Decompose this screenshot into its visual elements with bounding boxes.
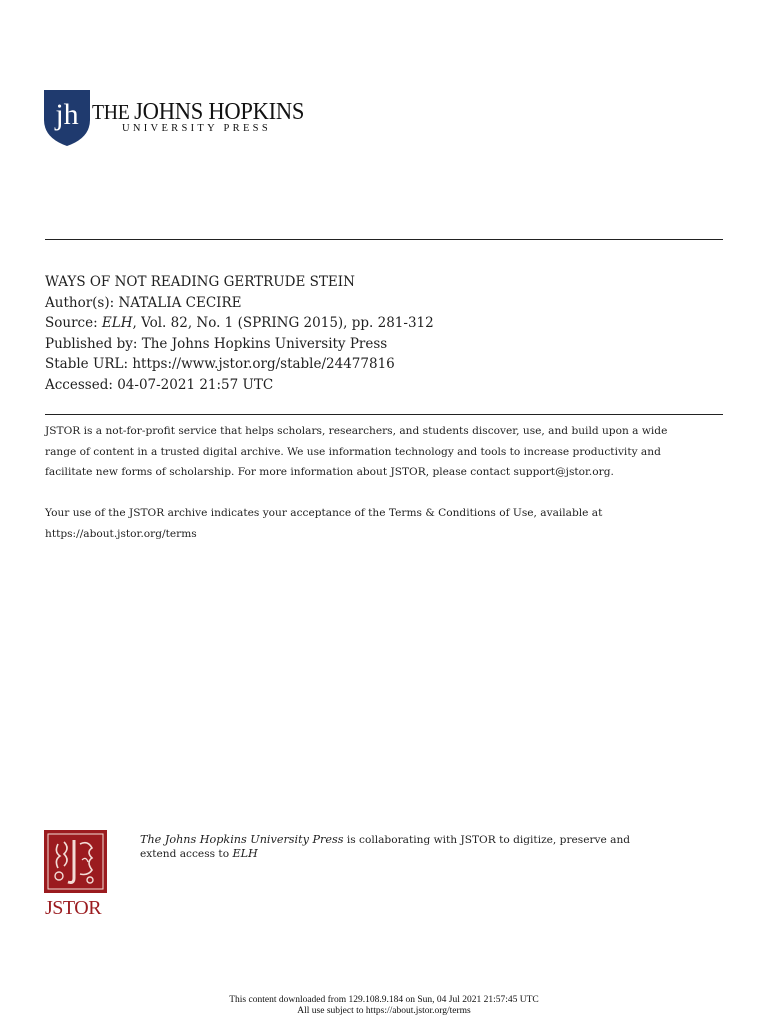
source-label: Source: — [45, 315, 98, 331]
collaboration-text-2: extend access to — [140, 848, 233, 860]
publisher-name — [92, 99, 304, 126]
author-name: NATALIA CECIRE — [118, 294, 242, 311]
jhu-shield-icon — [44, 90, 90, 146]
notice-line-1: JSTOR is a not-for-profit service that helps scholars, researchers, and students discover, use, and build upon a wide — [45, 425, 668, 437]
terms-line-1: Your use of the JSTOR archive indicates your acceptance of the Terms & Conditions of Use, available at — [45, 507, 603, 519]
notice-line-3: facilitate new forms of scholarship. For more information about JSTOR, please contact support@jstor.org. — [45, 466, 614, 478]
middle-divider — [45, 414, 723, 415]
footer-line-2: All use subject to https://about.jstor.org/terms — [297, 1006, 471, 1016]
collaboration-text-1: is collaborating with JSTOR to digitize, preserve and — [343, 834, 631, 846]
terms-link[interactable]: https://about.jstor.org/terms — [45, 527, 197, 540]
source-details: , Vol. 82, No. 1 (SPRING 2015), pp. 281-312 — [132, 315, 434, 331]
footer-line-1: This content downloaded from 129.108.9.184 on Sun, 04 Jul 2021 21:57:45 UTC — [229, 995, 539, 1005]
collaboration-note — [140, 833, 630, 861]
accessed-value: 04-07-2021 21:57 UTC — [117, 376, 274, 393]
svg-text:jh: jh — [55, 98, 79, 131]
jstor-wordmark: JSTOR — [45, 897, 102, 919]
article-stable-url-line — [45, 354, 434, 375]
collaboration-line-2 — [140, 847, 630, 861]
article-author-line — [45, 293, 434, 314]
jstor-logo — [44, 830, 108, 922]
article-source-line — [45, 313, 434, 334]
publisher-logo — [44, 90, 305, 150]
article-title: WAYS OF NOT READING GERTRUDE STEIN — [45, 274, 355, 290]
article-publisher-line — [45, 334, 434, 355]
article-metadata — [45, 272, 434, 395]
jstor-emblem-icon — [44, 830, 107, 893]
stable-url-label: Stable URL: — [45, 356, 129, 372]
article-accessed-line — [45, 375, 434, 396]
accessed-label: Accessed: — [45, 376, 113, 393]
notice-line-2: range of content in a trusted digital archive. We use information technology and tools to increase productivity and — [45, 445, 661, 458]
publisher-name-main: JOHNS HOPKINS — [134, 99, 305, 125]
top-divider — [45, 239, 723, 240]
download-footer — [0, 995, 768, 1017]
source-journal: ELH — [101, 315, 133, 331]
stable-url-link[interactable]: https://www.jstor.org/stable/24477816 — [132, 356, 395, 372]
collaboration-publisher: The Johns Hopkins University Press — [140, 833, 344, 846]
published-label: Published by: — [45, 335, 138, 352]
publisher-value: The Johns Hopkins University Press — [141, 335, 388, 352]
publisher-name-prefix: THE — [92, 100, 130, 124]
collaboration-line-1 — [140, 833, 630, 847]
author-label: Author(s): — [45, 294, 115, 311]
publisher-subname: UNIVERSITY PRESS — [122, 123, 271, 134]
collaboration-journal: ELH — [232, 847, 258, 860]
